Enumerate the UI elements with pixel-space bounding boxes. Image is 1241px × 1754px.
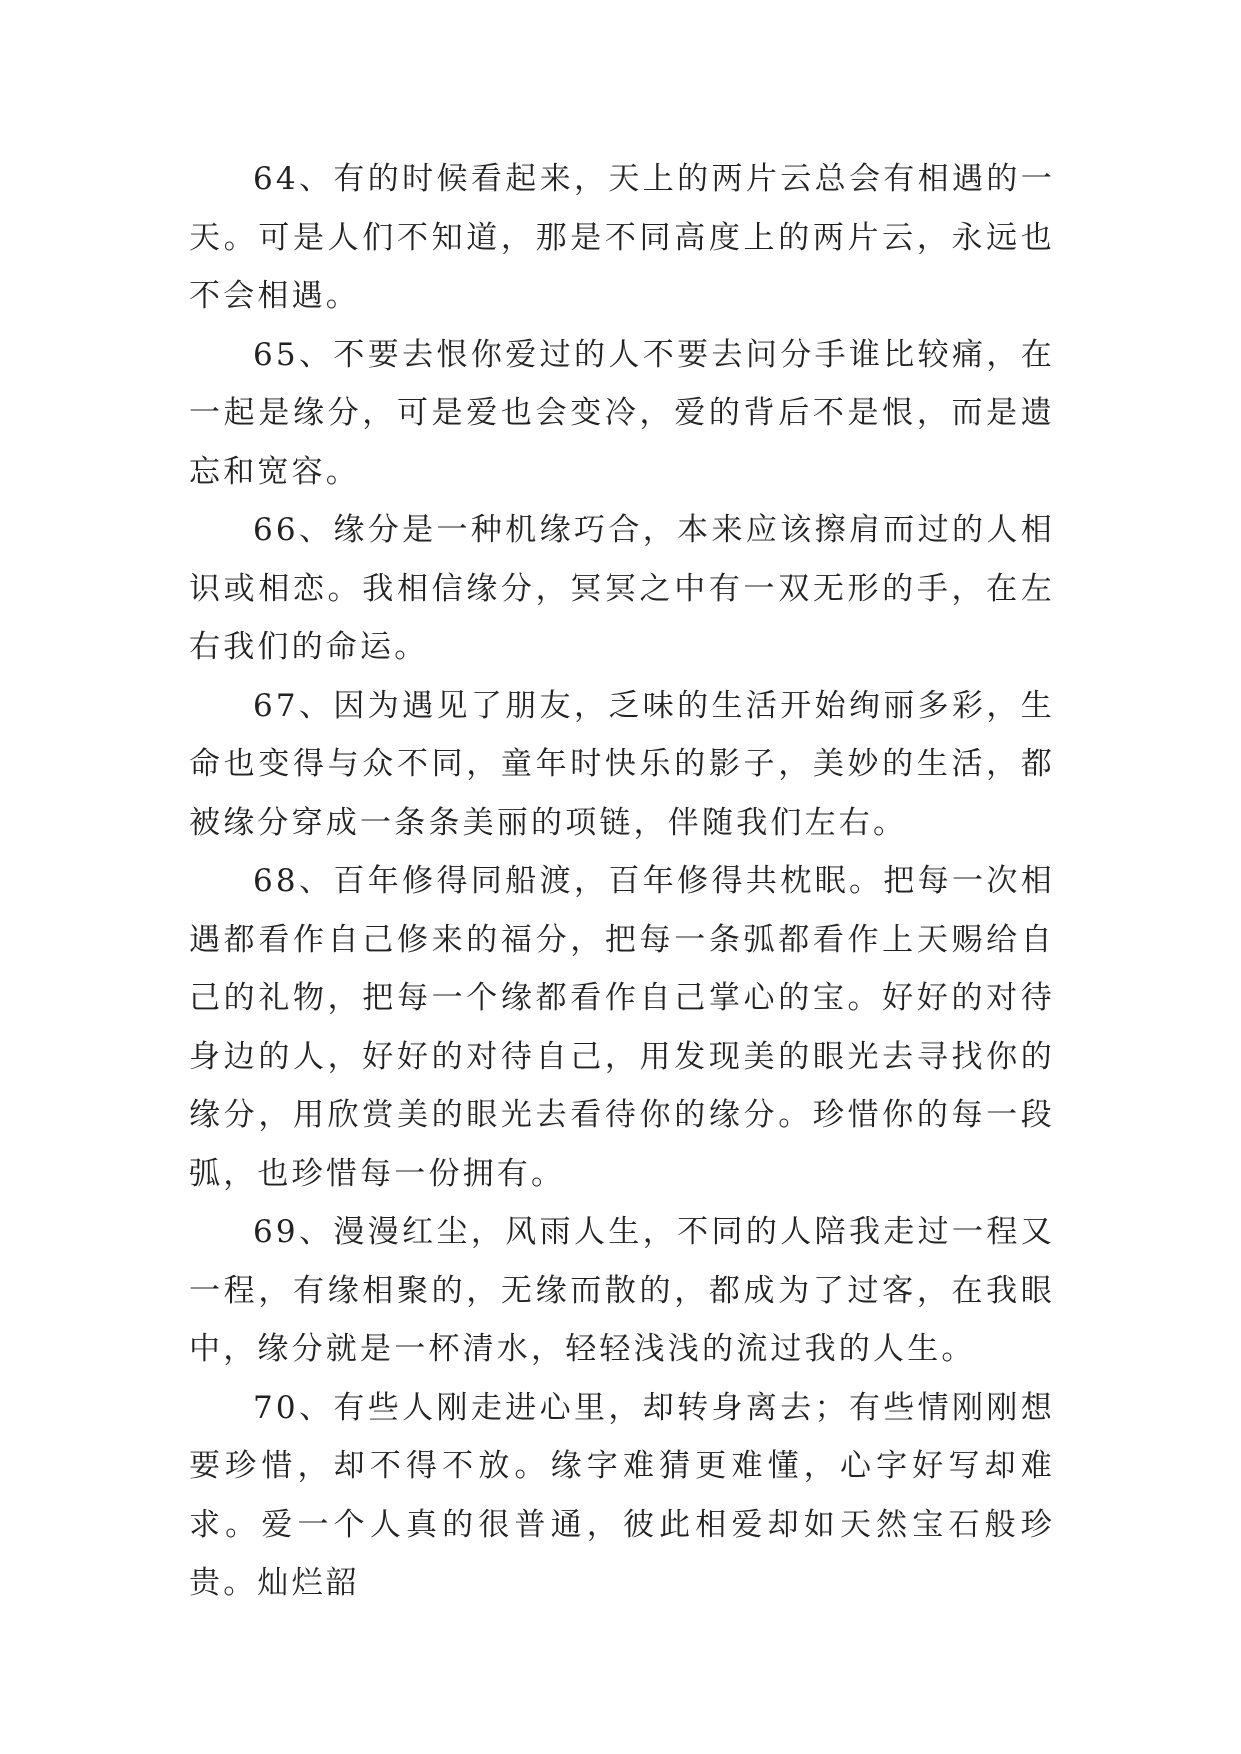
paragraph-67: 67、因为遇见了朋友，乏味的生活开始绚丽多彩，生命也变得与众不同，童年时快乐的影子，美妙的生活，都被缘分穿成一条条美丽的项链，伴随我们左右。 — [189, 687, 1055, 841]
document-body — [189, 150, 1055, 1613]
paragraph-70: 70、有些人刚走进心里，却转身离去；有些情刚刚想要珍惜，却不得不放。缘字难猜更难懂，心字好写却难求。爱一个人真的很普通，彼此相爱却如天然宝石般珍贵。灿烂韶 — [189, 1389, 1055, 1601]
paragraph-66: 66、缘分是一种机缘巧合，本来应该擦肩而过的人相识或相恋。我相信缘分，冥冥之中有一双无形的手，在左右我们的命运。 — [189, 512, 1055, 665]
paragraph-69: 69、漫漫红尘，风雨人生，不同的人陪我走过一程又一程，有缘相聚的，无缘而散的，都成为了过客，在我眼中，缘分就是一杯清水，轻轻浅浅的流过我的人生。 — [189, 1214, 1055, 1367]
paragraph-64: 64、有的时候看起来，天上的两片云总会有相遇的一天。可是人们不知道，那是不同高度上的两片云，永远也不会相遇。 — [189, 161, 1055, 314]
paragraph-65: 65、不要去恨你爱过的人不要去问分手谁比较痛，在一起是缘分，可是爱也会变冷，爱的背后不是恨，而是遗忘和宽容。 — [189, 336, 1055, 490]
paragraph-68: 68、百年修得同船渡，百年修得共枕眠。把每一次相遇都看作自己修来的福分，把每一条弧都看作上天赐给自己的礼物，把每一个缘都看作自己掌心的宝。好好的对待身边的人，好好的对待自己，用发现美的眼光去寻找你的缘分，用欣赏美的眼光去看待你的缘分。珍惜你的每一段弧，也珍惜每一份拥有。 — [189, 863, 1055, 1192]
